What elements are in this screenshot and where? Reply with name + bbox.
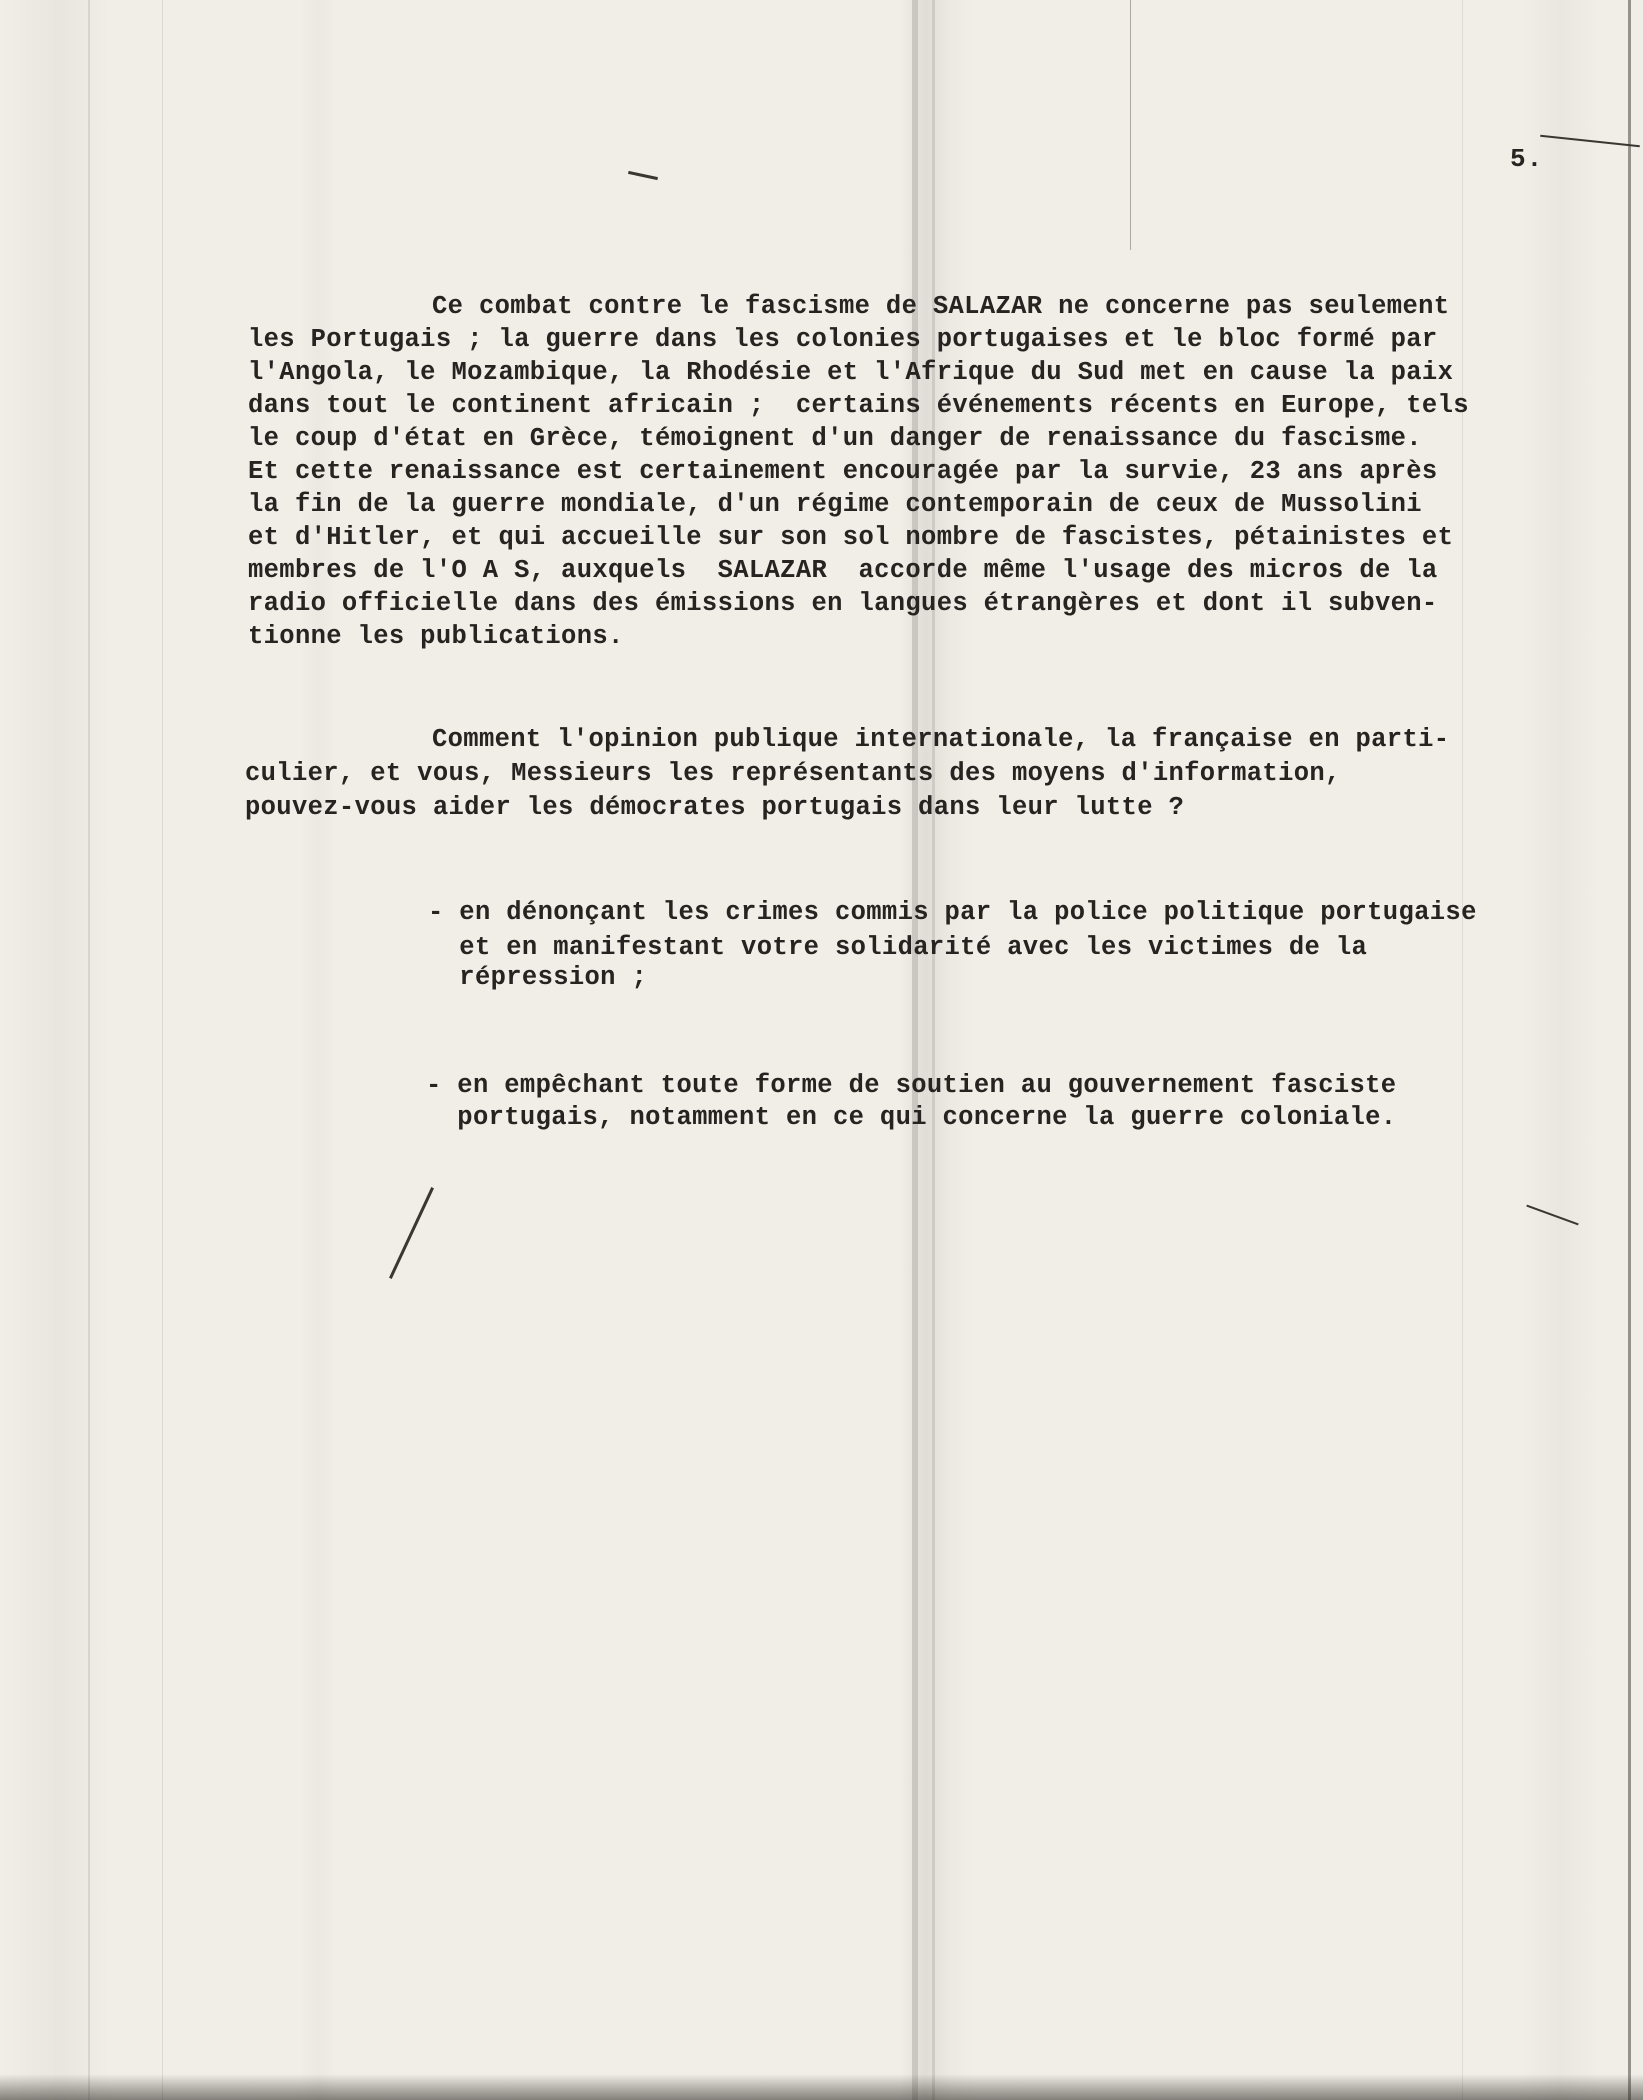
paragraph-1-line: membres de l'O A S, auxquels SALAZAR accorde même l'usage des micros de la	[248, 556, 1438, 585]
paragraph-1-line: Ce combat contre le fascisme de SALAZAR ne concerne pas seulement	[432, 292, 1450, 321]
page-bottom-edge	[0, 2074, 1643, 2100]
paragraph-1-line: et d'Hitler, et qui accueille sur son sol nombre de fascistes, pétainistes et	[248, 523, 1454, 552]
scan-streak	[1462, 0, 1463, 2100]
scan-streak	[88, 0, 90, 2100]
paragraph-1-line: radio officielle dans des émissions en langues étrangères et dont il subven-	[248, 589, 1438, 618]
bullet-1-line: - en dénonçant les crimes commis par la police politique portugaise	[428, 898, 1477, 927]
scan-streak	[162, 0, 163, 2100]
paragraph-1-line: les Portugais ; la guerre dans les colonies portugaises et le bloc formé par	[248, 325, 1438, 354]
paragraph-1-line: Et cette renaissance est certainement encouragée par la survie, 23 ans après	[248, 457, 1438, 486]
paragraph-1-line: dans tout le continent africain ; certains événements récents en Europe, tels	[248, 391, 1469, 420]
paragraph-1-line: le coup d'état en Grèce, témoignent d'un danger de renaissance du fascisme.	[248, 424, 1422, 453]
paragraph-1-line: la fin de la guerre mondiale, d'un régime contemporain de ceux de Mussolini	[248, 490, 1422, 519]
page-number: 5.	[1510, 144, 1544, 174]
bullet-1-line: et en manifestant votre solidarité avec les victimes de la	[428, 933, 1368, 962]
page-edge	[1628, 0, 1631, 2100]
bullet-2-line: portugais, notamment en ce qui concerne la guerre coloniale.	[426, 1103, 1397, 1132]
paragraph-2-line: culier, et vous, Messieurs les représentants des moyens d'information,	[245, 759, 1341, 788]
ink-mark	[1540, 135, 1640, 147]
bullet-1-line: répression ;	[428, 963, 648, 992]
paragraph-2-line: pouvez-vous aider les démocrates portugais dans leur lutte ?	[245, 793, 1185, 822]
scan-streak	[1130, 0, 1131, 250]
bullet-2-line: - en empêchant toute forme de soutien au gouvernement fasciste	[426, 1071, 1397, 1100]
paragraph-1-line: l'Angola, le Mozambique, la Rhodésie et l'Afrique du Sud met en cause la paix	[248, 358, 1454, 387]
ink-mark	[628, 171, 658, 180]
pen-slash-mark	[389, 1187, 434, 1279]
paragraph-2-line: Comment l'opinion publique internationale, la française en parti-	[432, 725, 1450, 754]
paragraph-1-line: tionne les publications.	[248, 622, 624, 651]
ink-mark	[1526, 1205, 1578, 1226]
